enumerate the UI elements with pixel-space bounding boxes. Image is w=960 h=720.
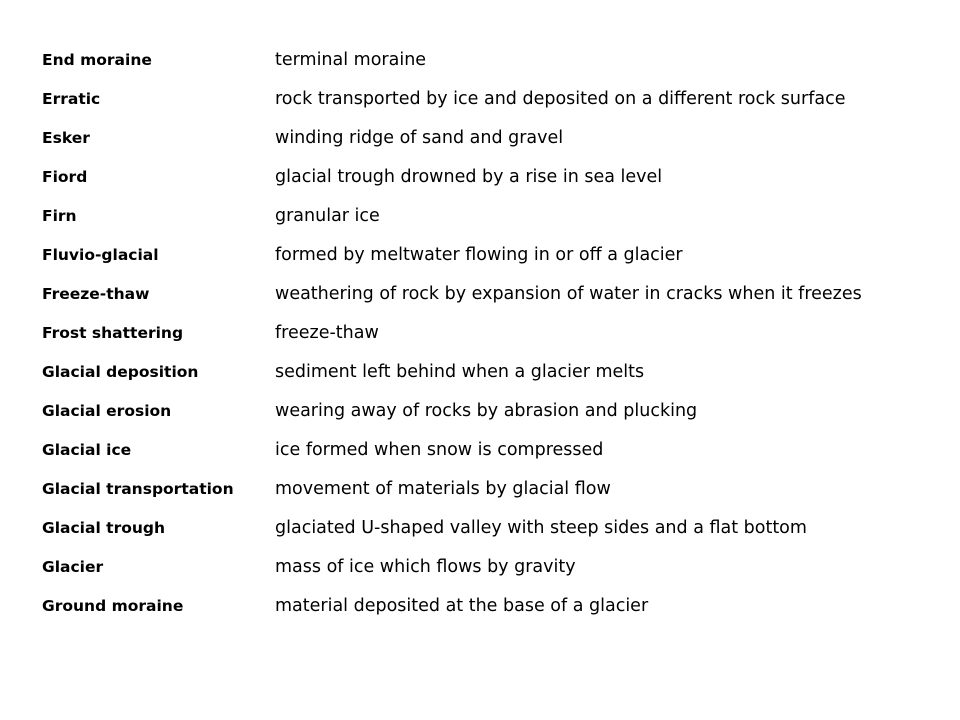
glossary-definition: sediment left behind when a glacier melts <box>275 362 645 382</box>
glossary-term: Fiord <box>42 168 88 186</box>
glossary-definition: mass of ice which flows by gravity <box>275 557 576 577</box>
glossary-row-glacial-deposition <box>42 359 942 398</box>
glossary-row-fluvio-glacial <box>42 242 942 281</box>
glossary-term: Glacier <box>42 558 104 576</box>
glossary-term: Firn <box>42 207 77 225</box>
glossary-term: Glacial trough <box>42 519 166 537</box>
glossary-definition: rock transported by ice and deposited on a different rock surface <box>275 89 846 109</box>
glossary-term: Glacial transportation <box>42 480 234 498</box>
glossary-row-frost-shattering <box>42 320 942 359</box>
glossary-term: Fluvio-glacial <box>42 246 159 264</box>
glossary-list <box>42 47 942 632</box>
glossary-row-glacier <box>42 554 942 593</box>
glossary-definition: winding ridge of sand and gravel <box>275 128 564 148</box>
glossary-definition: granular ice <box>275 206 380 226</box>
glossary-term: Glacial ice <box>42 441 132 459</box>
glossary-definition: formed by meltwater flowing in or off a glacier <box>275 245 683 265</box>
glossary-definition: movement of materials by glacial flow <box>275 479 611 499</box>
glossary-term: Glacial deposition <box>42 363 199 381</box>
glossary-term: Freeze-thaw <box>42 285 150 303</box>
glossary-definition: freeze-thaw <box>275 323 379 343</box>
glossary-row-firn <box>42 203 942 242</box>
glossary-definition: wearing away of rocks by abrasion and plucking <box>275 401 698 421</box>
glossary-definition: glacial trough drowned by a rise in sea level <box>275 167 663 187</box>
glossary-definition: material deposited at the base of a glacier <box>275 596 649 616</box>
glossary-term: Esker <box>42 129 90 147</box>
glossary-term: Erratic <box>42 90 101 108</box>
glossary-row-end-moraine <box>42 47 942 86</box>
glossary-term: Glacial erosion <box>42 402 172 420</box>
glossary-row-ground-moraine <box>42 593 942 632</box>
glossary-term: Ground moraine <box>42 597 184 615</box>
glossary-row-fiord <box>42 164 942 203</box>
glossary-definition: ice formed when snow is compressed <box>275 440 604 460</box>
glossary-term: End moraine <box>42 51 152 69</box>
glossary-definition: glaciated U-shaped valley with steep sides and a flat bottom <box>275 518 807 538</box>
glossary-term: Frost shattering <box>42 324 184 342</box>
glossary-row-glacial-trough <box>42 515 942 554</box>
glossary-row-glacial-ice <box>42 437 942 476</box>
glossary-row-esker <box>42 125 942 164</box>
glossary-row-erratic <box>42 86 942 125</box>
glossary-definition: weathering of rock by expansion of water in cracks when it freezes <box>275 284 862 304</box>
glossary-row-glacial-erosion <box>42 398 942 437</box>
glossary-row-glacial-transportation <box>42 476 942 515</box>
glossary-row-freeze-thaw <box>42 281 942 320</box>
glossary-definition: terminal moraine <box>275 50 427 70</box>
